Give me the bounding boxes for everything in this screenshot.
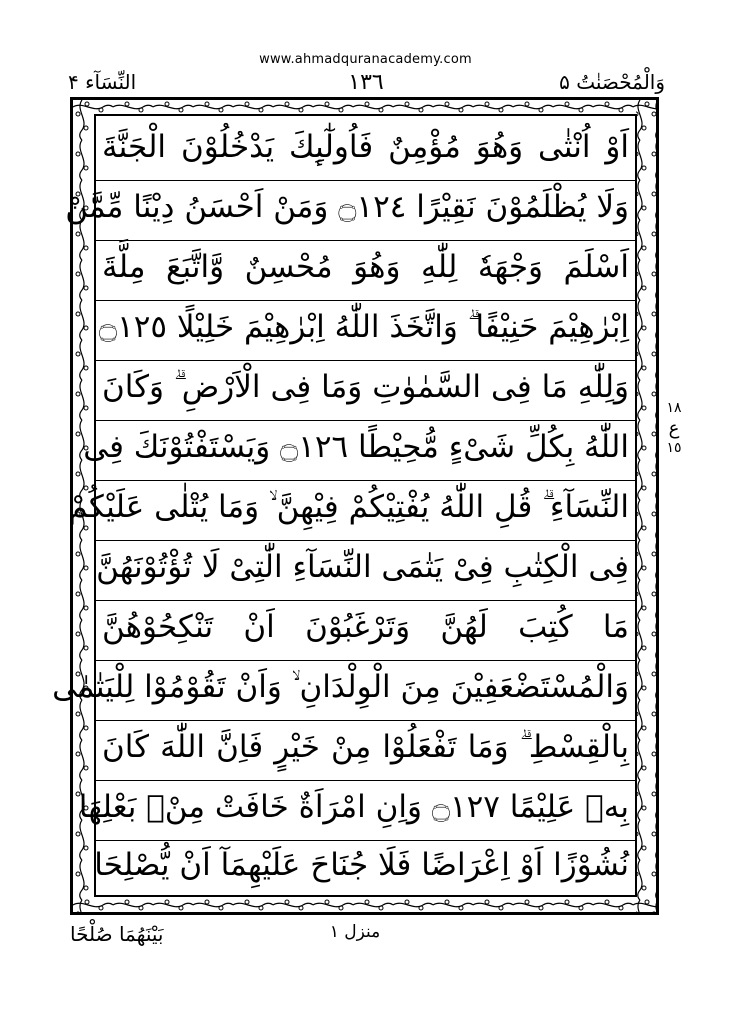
surah-name-header: النِّسَآء ۴ [68,70,137,94]
verse-line: مَا كُتِبَ لَهُنَّ وَتَرْغَبُوْنَ اَنْ تَنْكِحُوْهُنَّ [96,596,635,661]
verse-line: فِى الْكِتٰبِ فِىْ يَتٰمَى النِّسَآءِ الّٰتِىْ لَا تُؤْتُوْنَهُنَّ [96,536,635,601]
ruku-marker [662,400,686,457]
verse-line: وَلِلّٰهِ مَا فِى السَّمٰوٰتِ وَمَا فِى الْاَرْضِ ۗ وَكَانَ [96,356,635,421]
verse-line: اَوْ اُنْثٰى وَهُوَ مُؤْمِنٌ فَاُولٰٓىِٕكَ يَدْخُلُوْنَ الْجَنَّةَ [96,116,635,181]
verse-line: النِّسَآءِ ۗ قُلِ اللّٰهُ يُفْتِيْكُمْ فِيْهِنَّ ۙ وَمَا يُتْلٰى عَلَيْكُمْ [96,476,635,541]
verse-line: اللّٰهُ بِكُلِّ شَىْءٍ مُّحِيْطًا ۝١٢٦ وَيَسْتَفْتُوْنَكَ فِى [96,416,635,481]
verse-line: بِهٖ عَلِيْمًا ۝١٢٧ وَاِنِ امْرَاَةٌ خَافَتْ مِنْۢ بَعْلِهَا [96,776,635,841]
juz-name-header: وَالْمُحْصَنٰتُ ۵ [559,70,665,94]
page-number: ١٣٦ [348,70,384,95]
verse-line: وَالْمُسْتَضْعَفِيْنَ مِنَ الْوِلْدَانِ ۙ وَاَنْ تَقُوْمُوْا لِلْيَتٰمٰى [96,656,635,721]
ruku-count-top: ١٨ [666,400,682,416]
verse-line: اِبْرٰهِيْمَ حَنِيْفًا ۗ وَاتَّخَذَ اللّٰهُ اِبْرٰهِيْمَ خَلِيْلًا ۝١٢٥ [96,296,635,361]
verse-line: وَلَا يُظْلَمُوْنَ نَقِيْرًا ۝١٢٤ وَمَنْ اَحْسَنُ دِيْنًا مِّمَّنْ [96,176,635,241]
ruku-count-bottom: ١٥ [666,440,682,456]
verse-lines [52,116,635,895]
website-url: www.ahmadquranacademy.com [259,52,472,67]
verse-line: بِالْقِسْطِ ۗ وَمَا تَفْعَلُوْا مِنْ خَيْرٍ فَاِنَّ اللّٰهَ كَانَ [96,716,635,781]
manzil-label: منزل ١ [329,922,381,942]
verse-line: اَسْلَمَ وَجْهَهٗ لِلّٰهِ وَهُوَ مُحْسِنٌ وَّاتَّبَعَ مِلَّةَ [96,236,635,301]
verse-line: نُشُوْزًا اَوْ اِعْرَاضًا فَلَا جُنَاحَ عَلَيْهِمَآ اَنْ يُّصْلِحَا [94,847,629,883]
catchword: بَيْنَهُمَا صُلْحًا [70,922,164,946]
ruku-sign: ع [668,418,680,439]
